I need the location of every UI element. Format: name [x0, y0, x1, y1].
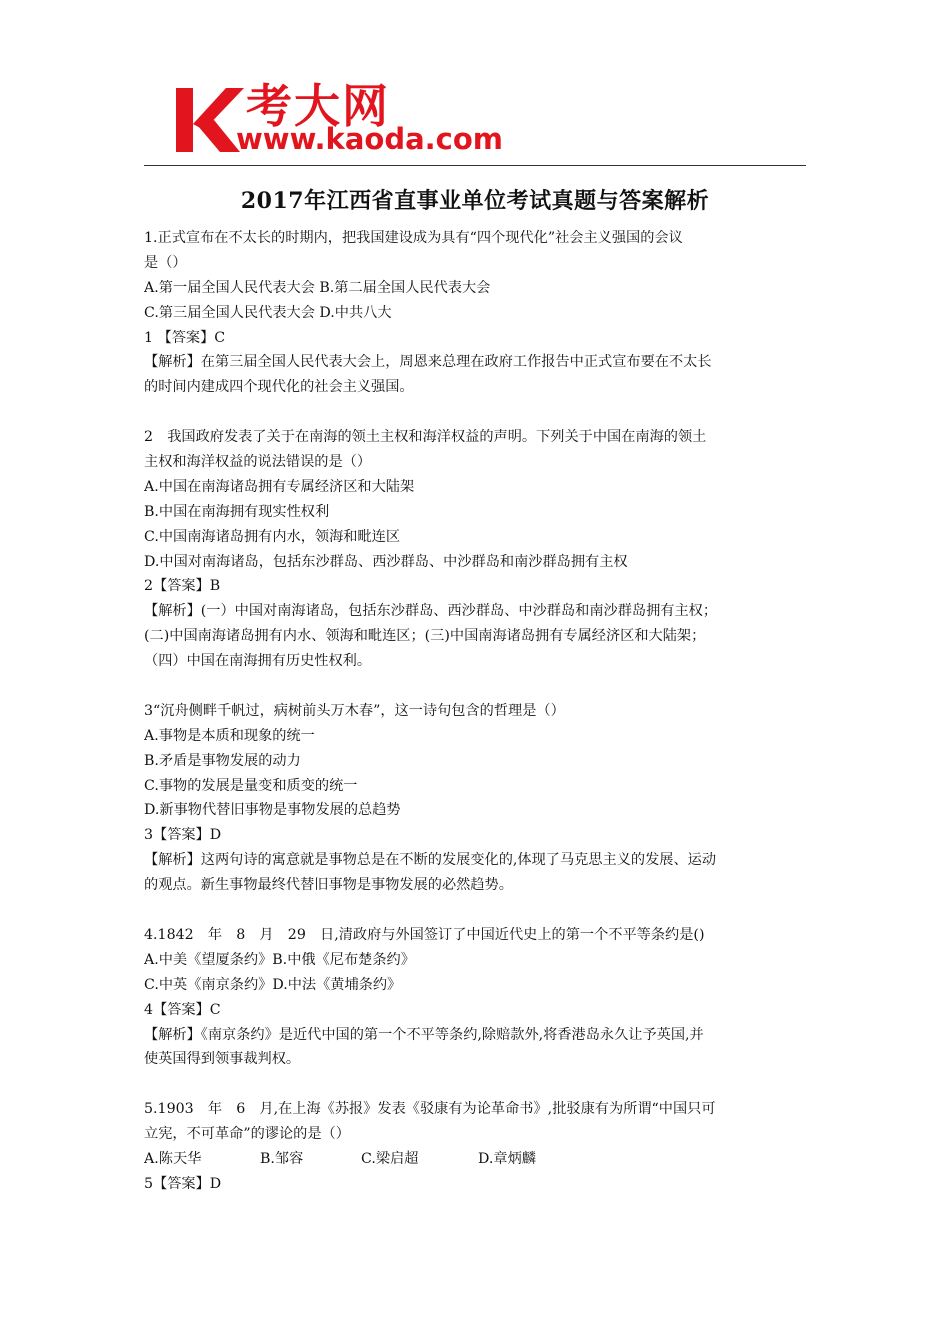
question-options: A.第一届全国人民代表大会 B.第二届全国人民代表大会	[144, 279, 491, 296]
question-stem: 3“沉舟侧畔千帆过，病树前头万木春”，这一诗句包含的哲理是（）	[144, 702, 565, 719]
question-stem: 4.1842 年 8 月 29 日,清政府与外国签订了中国近代史上的第一个不平等条约是()	[144, 926, 705, 943]
question-stem: 2 我国政府发表了关于在南海的领土主权和海洋权益的声明。下列关于中国在南海的领土	[144, 429, 707, 446]
document-title: 2017年江西省直事业单位考试真题与答案解析	[240, 188, 710, 214]
option-c: C.事物的发展是量变和质变的统一	[144, 777, 358, 794]
spacer	[144, 400, 806, 425]
option-b: B.中国在南海拥有现实性权利	[144, 503, 330, 520]
question-2	[144, 425, 806, 674]
option-a: A.中国在南海诸岛拥有专属经济区和大陆架	[144, 478, 415, 495]
question-options	[144, 1147, 806, 1172]
question-answer: 2【答案】B	[144, 578, 221, 595]
option-c: C.中国南海诸岛拥有内水，领海和毗连区	[144, 528, 401, 545]
question-answer: 1 【答案】C	[144, 329, 226, 346]
question-analysis: (二)中国南海诸岛拥有内水、领海和毗连区；(三)中国南海诸岛拥有专属经济区和大陆架；	[144, 628, 706, 645]
question-analysis: 的时间内建成四个现代化的社会主义强国。	[144, 379, 414, 396]
option-d: D.章炳麟	[478, 1150, 536, 1167]
logo-brand-name: 考大网	[246, 79, 390, 133]
header-divider	[144, 165, 806, 166]
logo-k-icon	[174, 84, 244, 156]
question-analysis: 使英国得到领事裁判权。	[144, 1051, 301, 1068]
question-stem: 主权和海洋权益的说法错误的是（）	[144, 454, 372, 471]
question-4	[144, 923, 806, 1072]
question-stem: 立宪，不可革命”的谬论的是（）	[144, 1126, 350, 1143]
question-stem: 是（）	[144, 254, 187, 271]
spacer	[144, 674, 806, 699]
option-d: D.中国对南海诸岛，包括东沙群岛、西沙群岛、中沙群岛和南沙群岛拥有主权	[144, 553, 628, 570]
question-analysis: 【解析】这两句诗的寓意就是事物总是在不断的发展变化的,体现了马克思主义的发展、运动	[144, 852, 717, 869]
document-body	[144, 226, 806, 1197]
option-b: B.邹容	[260, 1150, 304, 1167]
question-options: C.中英《南京条约》D.中法《黄埔条约》	[144, 976, 402, 993]
question-3	[144, 699, 806, 898]
question-options: A.中美《望厦条约》B.中俄《尼布楚条约》	[144, 951, 415, 968]
logo-url: www.kaoda.com	[236, 122, 503, 156]
question-analysis: 【解析】《南京条约》是近代中国的第一个不平等条约,除赔款外,将香港岛永久让予英国,并	[144, 1026, 704, 1043]
option-c: C.梁启超	[361, 1150, 419, 1167]
option-a: A.陈天华	[144, 1150, 202, 1167]
question-analysis: （四）中国在南海拥有历史性权利。	[144, 653, 372, 670]
spacer	[144, 1072, 806, 1097]
question-answer: 4【答案】C	[144, 1001, 221, 1018]
question-answer: 5【答案】D	[144, 1175, 222, 1192]
option-d: D.新事物代替旧事物是事物发展的总趋势	[144, 802, 401, 819]
question-stem: 5.1903 年 6 月,在上海《苏报》发表《驳康有为论革命书》,批驳康有为所谓“中国只可	[144, 1101, 716, 1118]
option-b: B.矛盾是事物发展的动力	[144, 752, 301, 769]
question-answer: 3【答案】D	[144, 827, 222, 844]
question-5	[144, 1097, 806, 1197]
question-1	[144, 226, 806, 400]
question-options: C.第三届全国人民代表大会 D.中共八大	[144, 304, 392, 321]
site-logo	[174, 78, 644, 160]
question-stem: 1.正式宣布在不太长的时期内，把我国建设成为具有“四个现代化”社会主义强国的会议	[144, 230, 683, 246]
question-analysis: 的观点。新生事物最终代替旧事物是事物发展的必然趋势。	[144, 877, 513, 894]
spacer	[144, 898, 806, 923]
option-a: A.事物是本质和现象的统一	[144, 727, 315, 744]
question-analysis: 【解析】在第三届全国人民代表大会上，周恩来总理在政府工作报告中正式宣布要在不太长	[144, 354, 712, 371]
question-analysis: 【解析】(一）中国对南海诸岛，包括东沙群岛、西沙群岛、中沙群岛和南沙群岛拥有主权；	[144, 603, 718, 620]
